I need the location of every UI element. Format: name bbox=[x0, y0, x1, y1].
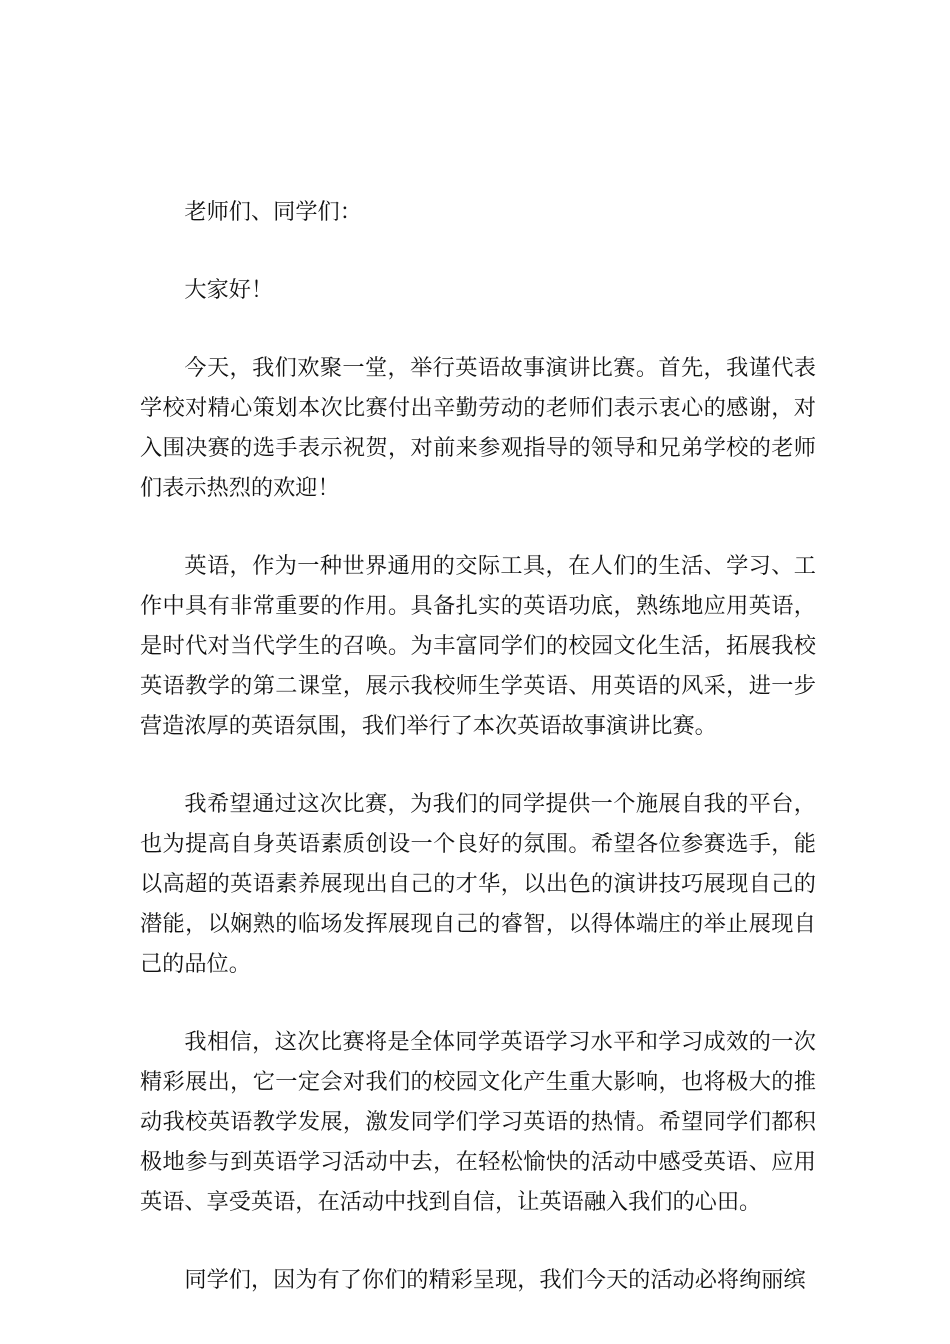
document-body bbox=[140, 192, 816, 1300]
paragraph-closing: 同学们，因为有了你们的精彩呈现，我们今天的活动必将绚丽缤 bbox=[184, 1267, 806, 1293]
paragraph-opening: 今天，我们欢聚一堂，举行英语故事演讲比赛。首先，我谨代表学校对精心策划本次比赛付出辛勤劳动的老师们表示衷心的感谢，对入围决赛的选手表示祝贺，对前来参观指导的领导和兄弟学校的老师们表示热烈的欢迎！ bbox=[140, 355, 816, 501]
greeting-line: 老师们、同学们： bbox=[184, 199, 362, 225]
paragraph-english-importance: 英语，作为一种世界通用的交际工具，在人们的生活、学习、工作中具有非常重要的作用。具备扎实的英语功底，熟练地应用英语，是时代对当代学生的召唤。为丰富同学们的校园文化生活，拓展我校英语教学的第二课堂，展示我校师生学英语、用英语的风采，进一步营造浓厚的英语氛围，我们举行了本次英语故事演讲比赛。 bbox=[140, 553, 816, 739]
paragraph-belief: 我相信，这次比赛将是全体同学英语学习水平和学习成效的一次精彩展出，它一定会对我们的校园文化产生重大影响，也将极大的推动我校英语教学发展，激发同学们学习英语的热情。希望同学们都积极地参与到英语学习活动中去，在轻松愉快的活动中感受英语、应用英语、享受英语，在活动中找到自信，让英语融入我们的心田。 bbox=[140, 1029, 816, 1215]
paragraph-hopes: 我希望通过这次比赛，为我们的同学提供一个施展自我的平台，也为提高自身英语素质创设一个良好的氛围。希望各位参赛选手，能以高超的英语素养展现出自己的才华，以出色的演讲技巧展现自己的潜能，以娴熟的临场发挥展现自己的睿智，以得体端庄的举止展现自己的品位。 bbox=[140, 791, 816, 977]
salutation-line: 大家好！ bbox=[184, 277, 274, 303]
